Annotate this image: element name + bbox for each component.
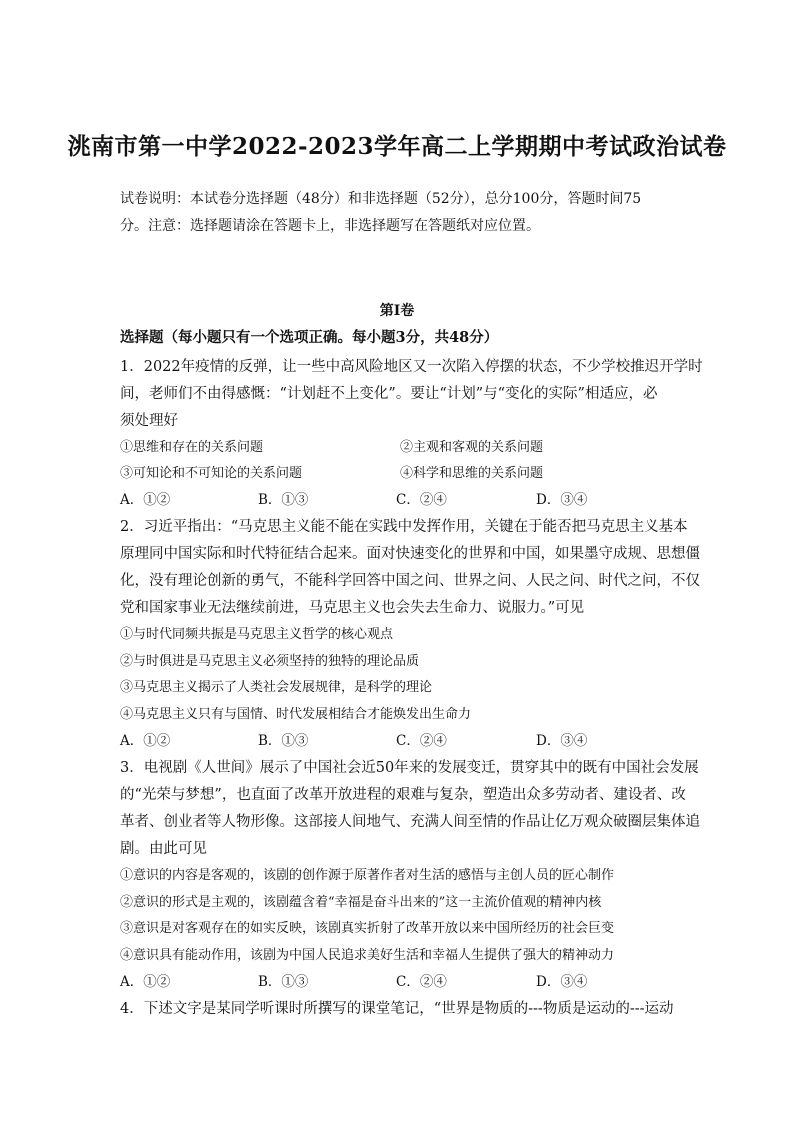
stem-line: 1．2022年疫情的反弹，让一些中高风险地区又一次陷入停摆的状态，不少学校推迟开学时 [120, 359, 703, 375]
statement-option: ③马克思主义揭示了人类社会发展规律，是科学的理论 [120, 680, 433, 695]
question-1 [120, 354, 703, 514]
stem-line: 2．习近平指出：“马克思主义能不能在实践中发挥作用，关键在于能否把马克思主义基本 [120, 519, 688, 535]
answer-choice-d: D．③④ [536, 733, 588, 749]
answer-choices [120, 969, 690, 996]
stem-line: 4．下述文字是某同学听课时所撰写的课堂笔记，“世界是物质的---物质是运动的---运动 [120, 1001, 674, 1017]
answer-choice-b: B．①③ [258, 974, 309, 990]
statement-option: ④意识具有能动作用，该剧为中国人民追求美好生活和幸福人生提供了强大的精神动力 [120, 947, 615, 963]
stem-line: 3．电视剧《人世间》展示了中国社会近50年来的发展变迁，贯穿其中的既有中国社会发展 [120, 760, 699, 776]
statement-option: ①与时代同频共振是马克思主义哲学的核心观点 [120, 627, 394, 642]
answer-choice-a: A．①② [120, 974, 171, 990]
answer-choice-d: D．③④ [536, 974, 588, 990]
statement-options [120, 622, 690, 728]
exam-title: 洮南市第一中学2022-2023学年高二上学期期中考试政治试卷 [67, 133, 727, 160]
question-4 [120, 996, 690, 1023]
statement-option: ②意识的形式是主观的，该剧蕴含着“幸福是奋斗出来的”这一主流价值观的精神内核 [120, 894, 602, 910]
answer-choices [120, 728, 690, 755]
statement-option: ①思维和存在的关系问题 [120, 440, 264, 455]
question-stem [120, 755, 700, 863]
question-2 [120, 514, 700, 755]
stem-line: 革者、创业者等人物形像。这部接人间地气、充满人间至情的作品让亿万观众破圈层集体追 [120, 814, 700, 830]
stem-line: 党和国家事业无法继续前进，马克思主义也会失去生命力、说服力。”可见 [120, 600, 585, 616]
answer-choice-c: C．②④ [396, 733, 447, 749]
stem-line: 剧。由此可见 [120, 841, 207, 857]
stem-line: 原理同中国实际和时代特征结合起来。面对快速变化的世界和中国，如果墨守成规、思想僵 [120, 546, 700, 562]
answer-choice-a: A．①② [120, 733, 171, 749]
answer-choice-b: B．①③ [258, 492, 309, 508]
volume-heading: 第Ⅰ卷 [379, 303, 415, 319]
statement-options [120, 863, 690, 969]
stem-line: 须处理好 [120, 413, 178, 429]
statement-option: ②与时俱进是马克思主义必须坚持的独特的理论品质 [120, 653, 420, 669]
section-heading: 选择题（每小题只有一个选项正确。每小题3分，共48分） [120, 329, 499, 346]
answer-choice-c: C．②④ [396, 492, 447, 508]
answer-choice-b: B．①③ [258, 733, 309, 749]
statement-option: ①意识的内容是客观的，该剧的创作源于原著作者对生活的感悟与主创人员的匠心制作 [120, 868, 615, 883]
question-list [120, 354, 703, 1023]
statement-option: ②主观和客观的关系问题 [400, 440, 544, 455]
statement-option: ④科学和思维的关系问题 [400, 466, 544, 481]
statement-option: ④马克思主义只有与国情、时代发展相结合才能焕发出生命力 [120, 706, 472, 722]
stem-line: 间，老师们不由得感慨：“计划赶不上变化”。要让“计划”与“变化的实际”相适应，必 [120, 386, 658, 402]
question-3 [120, 755, 700, 996]
answer-choice-c: C．②④ [396, 974, 447, 990]
answer-choices [120, 487, 690, 514]
exam-instructions [120, 186, 690, 240]
statement-option: ③可知论和不可知论的关系问题 [120, 466, 303, 481]
instruction-line: 分。注意：选择题请涂在答题卡上，非选择题写在答题纸对应位置。 [120, 218, 540, 234]
question-stem [120, 996, 690, 1023]
statement-options [120, 435, 690, 487]
statement-option: ③意识是对客观存在的如实反映，该剧真实折射了改革开放以来中国所经历的社会巨变 [120, 921, 615, 936]
question-stem [120, 514, 700, 622]
stem-line: 化，没有理论创新的勇气，不能科学回答中国之问、世界之问、人民之问、时代之问，不仅 [120, 573, 700, 589]
answer-choice-d: D．③④ [536, 492, 588, 508]
question-stem [120, 354, 703, 435]
stem-line: 的“光荣与梦想”，也直面了改革开放进程的艰难与复杂，塑造出众多劳动者、建设者、改 [120, 787, 686, 803]
instruction-line: 试卷说明：本试卷分选择题（48分）和非选择题（52分），总分100分，答题时间75 [120, 191, 642, 207]
answer-choice-a: A．①② [120, 492, 171, 508]
